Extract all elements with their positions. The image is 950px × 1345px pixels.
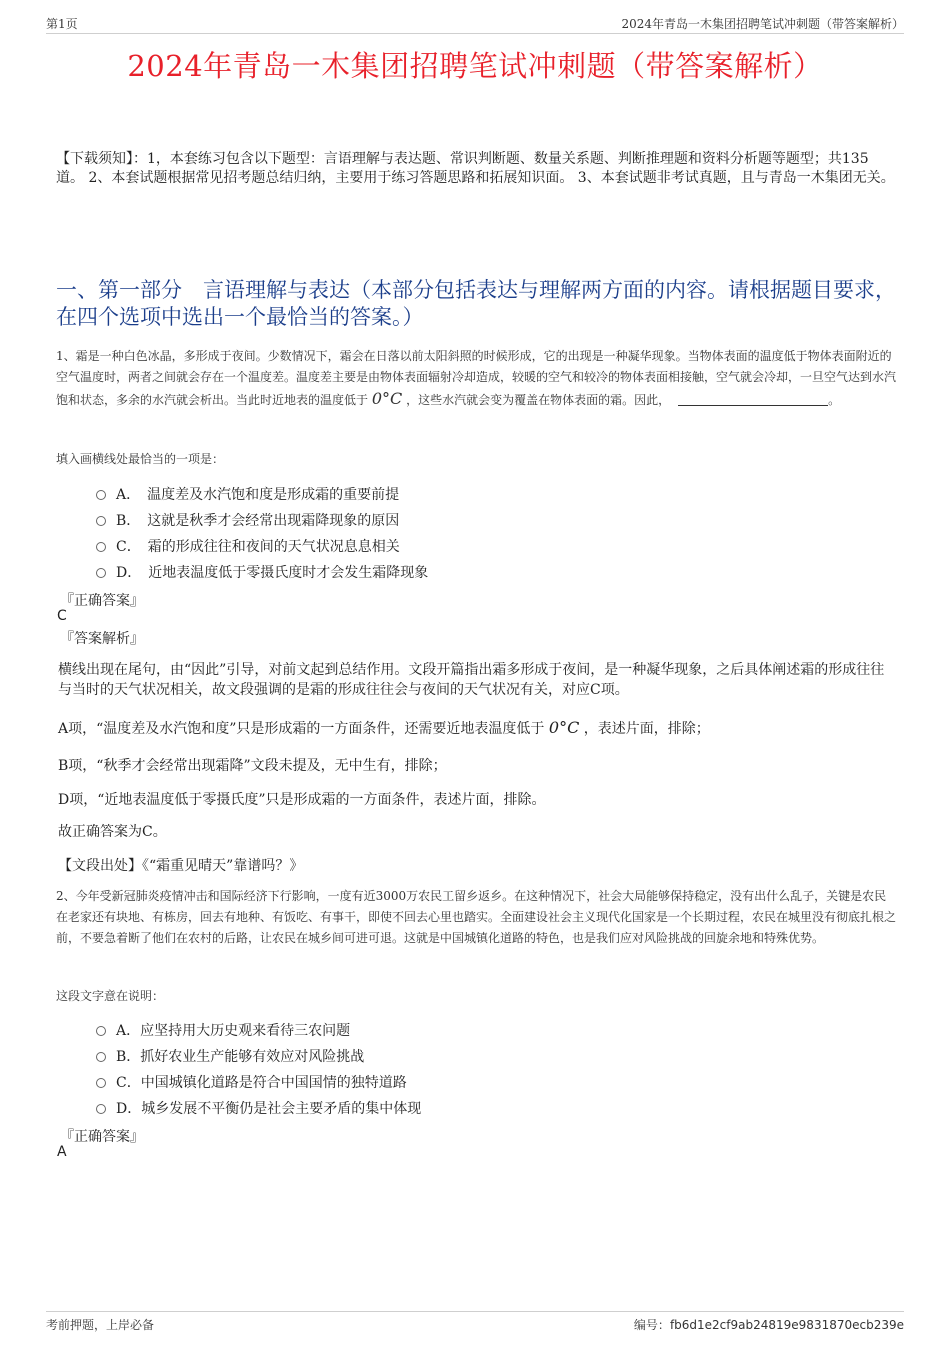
analysis-label-1: 『答案解析』 (60, 631, 144, 647)
option-1a-label: A． 温度差及水汽饱和度是形成霜的重要前提 (116, 487, 400, 503)
question-1-prompt: 填入画横线处最恰当的一项是： (56, 452, 225, 466)
analysis-option-b: B项，“秋季才会经常出现霜降”文段未提及，无中生有，排除； (58, 758, 447, 774)
analysis-option-d: D项，“近地表温度低于零摄氏度”只是形成霜的一方面条件，表述片面，排除。 (58, 792, 546, 808)
option-2b-label: B．抓好农业生产能够有效应对风险挑战 (116, 1049, 365, 1065)
option-1a[interactable] (96, 484, 399, 504)
question-2-prompt: 这段文字意在说明： (56, 989, 165, 1003)
option-2d-label: D．城乡发展不平衡仍是社会主要矛盾的集中体现 (116, 1101, 422, 1117)
temperature-unit: 0°C (548, 718, 580, 737)
option-2c-label: C．中国城镇化道路是符合中国国情的独特道路 (116, 1075, 407, 1091)
answer-value-2: A (57, 1144, 67, 1160)
answer-label-2: 『正确答案』 (60, 1129, 144, 1145)
analysis-option-a (58, 718, 888, 739)
question-1-text-end: 。 (828, 393, 841, 407)
question-2-text: 2、今年受新冠肺炎疫情冲击和国际经济下行影响，一度有近3000万农民工留乡返乡。在这种情况下，社会大局能够保持稳定，没有出什么乱子，关键是农民在老家还有块地、有栋房，回去有地种、有饭吃、有事干，即使不回去心里也踏实。全面建设社会主义现代化国家是一个长期过程，农民在城里没有彻底扎根之前，不要急着断了他们在农村的后路，让农民在城乡间可进可退。这就是中国城镇化道路的特色，也是我们应对风险挑战的回旋余地和特殊优势。 (56, 889, 897, 945)
footer-serial-code: fb6d1e2cf9ab24819e9831870ecb239e (669, 1318, 904, 1332)
option-2d[interactable] (96, 1098, 421, 1118)
header-doc-title: 2024年青岛一木集团招聘笔试冲刺题（带答案解析） (621, 17, 904, 31)
answer-value-1: C (57, 608, 67, 624)
fill-blank-line (678, 405, 828, 406)
analysis-option-a-pre: A项，“温度差及水汽饱和度”只是形成霜的一方面条件，还需要近地表温度低于 (58, 721, 545, 737)
analysis-paragraph-1: 横线出现在尾句，由“因此”引导，对前文起到总结作用。文段开篇指出霜多形成于夜间，是一种凝华现象，之后具体阐述霜的形成往往与当时的天气状况相关，故文段强调的是霜的形成往往会与夜间的天气状况有关，对应C项。 (58, 662, 885, 698)
radio-icon[interactable] (96, 1104, 106, 1114)
option-2a-label: A．应坚持用大历史观来看待三农问题 (116, 1023, 351, 1039)
page-number: 第1页 (46, 17, 78, 31)
footer-serial-label: 编号： (633, 1318, 670, 1332)
radio-icon[interactable] (96, 1078, 106, 1088)
option-1d[interactable] (96, 562, 428, 582)
option-1b[interactable] (96, 510, 399, 530)
option-1d-label: D． 近地表温度低于零摄氏度时才会发生霜降现象 (116, 565, 429, 581)
question-1-text (56, 346, 896, 411)
option-1c[interactable] (96, 536, 400, 556)
section-heading: 一、第一部分 言语理解与表达（本部分包括表达与理解两方面的内容。请根据题目要求，在四个选项中选出一个最恰当的答案。） (56, 278, 896, 329)
footer-divider (46, 1311, 904, 1312)
question-1-text-part1: 1、霜是一种白色冰晶，多形成于夜间。少数情况下，霜会在日落以前太阳斜照的时候形成，它的出现是一种凝华现象。当物体表面的温度低于物体表面附近的空气温度时，两者之间就会存在一个温度差。温度差主要是由物体表面辐射冷却造成，较暖的空气和较冷的物体表面相接触，空气就会冷却，一旦空气达到水汽饱和状态，多余的水汽就会析出。当此时近地表的温度低于 (56, 349, 897, 407)
temperature-unit: 0°C (371, 389, 403, 408)
option-2c[interactable] (96, 1072, 407, 1092)
footer-slogan: 考前押题，上岸必备 (46, 1318, 155, 1332)
option-2a[interactable] (96, 1020, 350, 1040)
page-title: 2024年青岛一木集团招聘笔试冲刺题（带答案解析） (127, 49, 823, 83)
analysis-option-a-post: ，表述片面，排除； (583, 721, 710, 737)
source-citation: 【文段出处】《“霜重见晴天”靠谱吗？》 (58, 858, 304, 874)
option-1c-label: C． 霜的形成往往和夜间的天气状况息息相关 (116, 539, 400, 555)
header-divider (46, 33, 904, 34)
radio-icon[interactable] (96, 568, 106, 578)
radio-icon[interactable] (96, 542, 106, 552)
answer-label-1: 『正确答案』 (60, 593, 144, 609)
download-notice: 【下载须知】：1，本套练习包含以下题型：言语理解与表达题、常识判断题、数量关系题、判断推理题和资料分析题等题型；共135道。 2、本套试题根据常见招考题总结归纳，主要用于练习答题思路和拓展知识面。 3、本套试题非考试真题，且与青岛一木集团无关。 (56, 151, 895, 186)
analysis-conclusion: 故正确答案为C。 (58, 824, 167, 840)
radio-icon[interactable] (96, 1052, 106, 1062)
footer-serial (634, 1316, 904, 1333)
question-1-text-part2: ，这些水汽就会变为覆盖在物体表面的霜。因此， (406, 393, 671, 407)
radio-icon[interactable] (96, 490, 106, 500)
radio-icon[interactable] (96, 516, 106, 526)
option-1b-label: B． 这就是秋季才会经常出现霜降现象的原因 (116, 513, 400, 529)
option-2b[interactable] (96, 1046, 364, 1066)
radio-icon[interactable] (96, 1026, 106, 1036)
